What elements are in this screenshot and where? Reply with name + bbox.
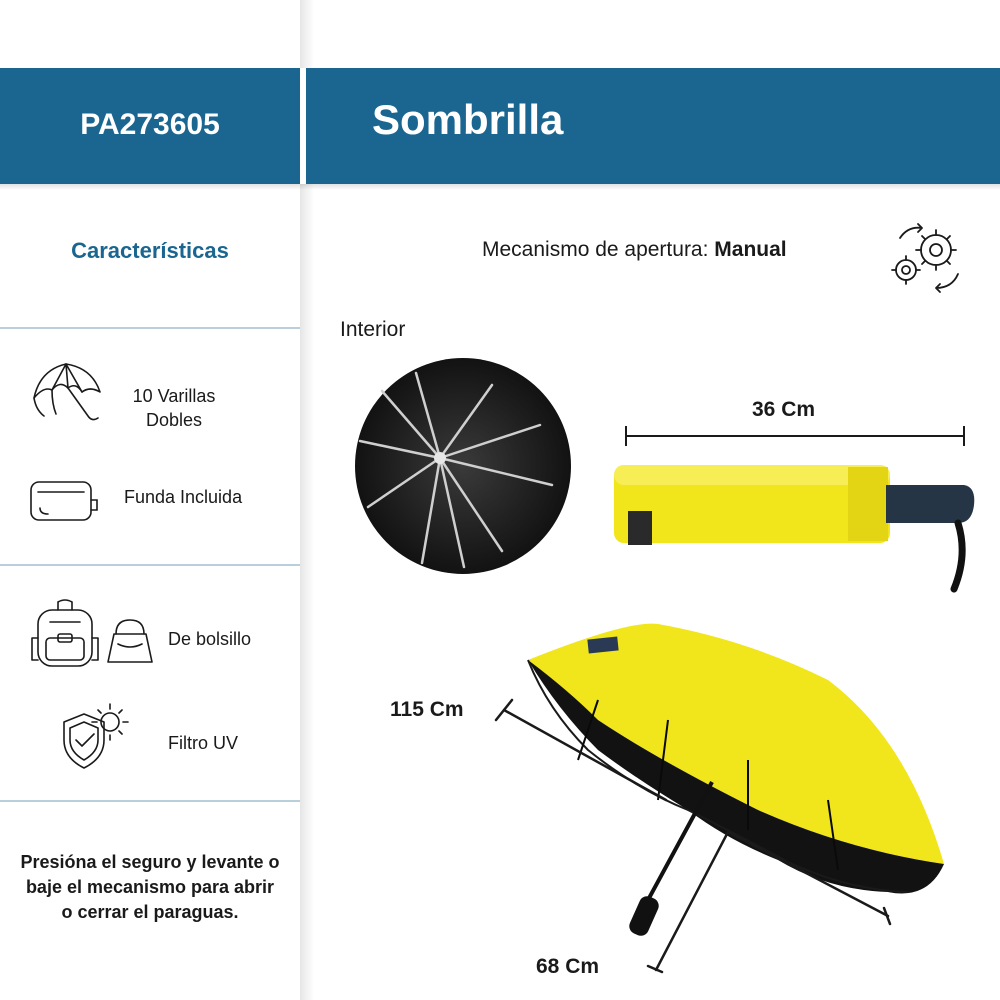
mechanism-label: Mecanismo de apertura:	[482, 238, 709, 261]
mechanism-value: Manual	[714, 238, 787, 261]
open-width-label: 68 Cm	[536, 955, 600, 978]
backpack-icon	[28, 598, 158, 670]
header-shadow	[0, 184, 1000, 190]
feature-ribs-line1: 10 Varillas	[132, 386, 216, 406]
feature-uv-label: Filtro UV	[168, 733, 239, 753]
umbrella-icon	[26, 358, 104, 428]
open-height-dimension-line	[490, 698, 684, 810]
feature-pouch-label: Funda Incluida	[124, 487, 243, 507]
closed-length-dimension-line	[622, 424, 968, 450]
open-height-label: 115 Cm	[390, 698, 464, 721]
mechanism-text	[482, 238, 787, 262]
product-sku: PA273605	[80, 108, 220, 141]
feature-ribs-line2: Dobles	[145, 410, 203, 431]
umbrella-interior-image	[352, 355, 574, 577]
feature-pocket-label: De bolsillo	[168, 629, 252, 649]
uv-shield-icon	[58, 700, 134, 772]
header-divider	[300, 68, 306, 184]
usage-instructions: Presióna el seguro y levante o baje el mecanismo para abrir o cerrar el paraguas.	[20, 852, 280, 923]
closed-length-label: 36 Cm	[752, 398, 816, 421]
open-width-dimension-line	[644, 826, 896, 978]
divider	[0, 800, 300, 802]
pouch-icon	[28, 478, 100, 524]
interior-label: Interior	[340, 318, 406, 341]
closed-umbrella-image	[608, 455, 988, 593]
divider	[0, 327, 300, 329]
product-name: Sombrilla	[372, 96, 564, 143]
features-title: Características	[71, 238, 229, 263]
feature-ribs-label	[112, 384, 236, 433]
gears-icon	[886, 222, 970, 296]
divider	[0, 564, 300, 566]
